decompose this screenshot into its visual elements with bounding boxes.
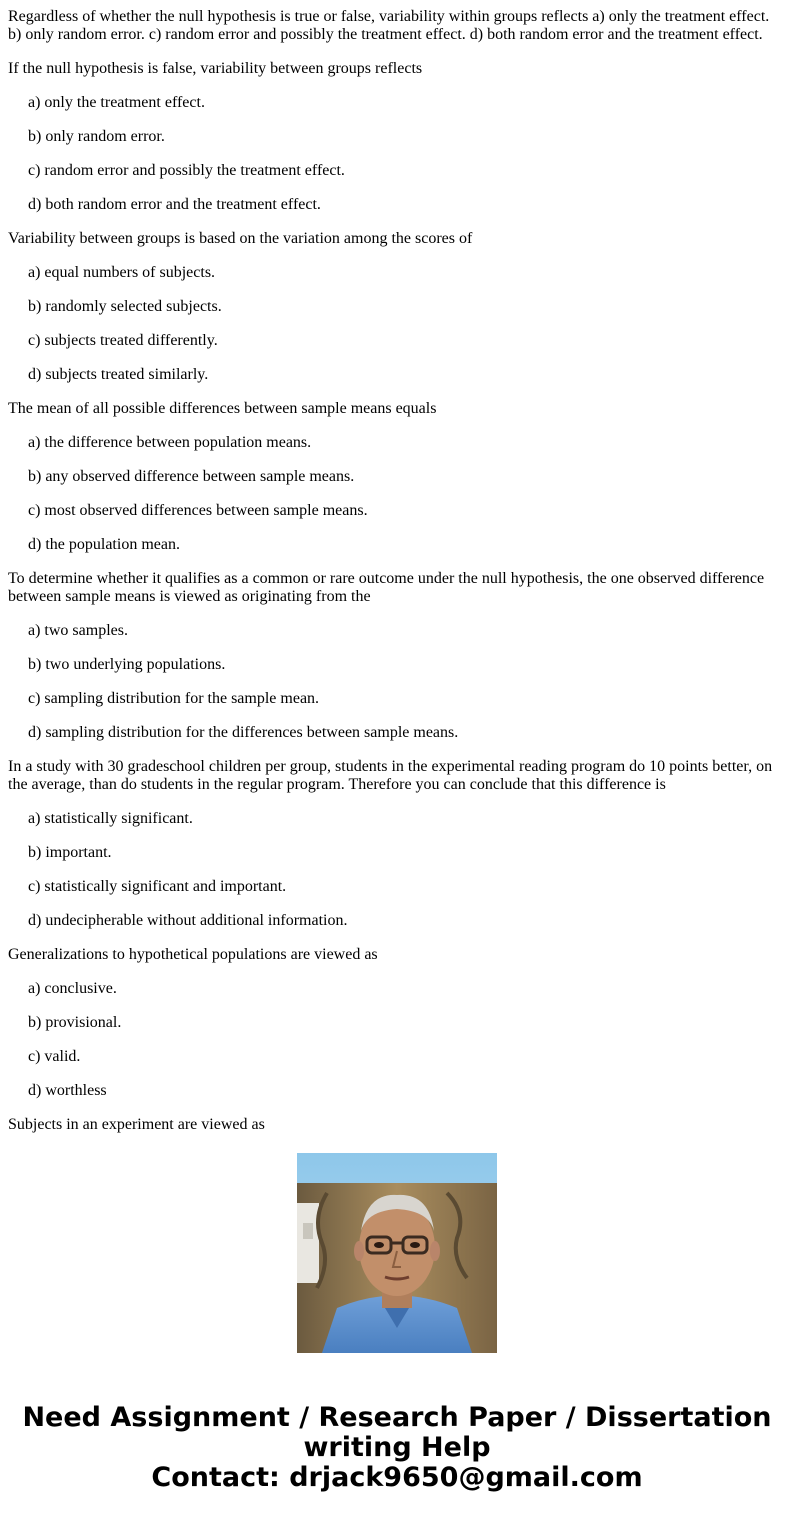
question-block [0, 400, 794, 554]
answer-option: a) the difference between population means. [28, 434, 312, 451]
question-stem: If the null hypothesis is false, variability between groups reflects [8, 60, 423, 77]
question-stem: Generalizations to hypothetical populations are viewed as [8, 946, 378, 963]
question-stem: The mean of all possible differences between sample means equals [8, 400, 437, 417]
answer-option: b) any observed difference between sample means. [28, 468, 355, 485]
question-stem: In a study with 30 gradeschool children per group, students in the experimental reading program do 10 points better, on the average, than do students in the regular program. Therefore you can conclude that this difference is [8, 758, 773, 793]
answer-option: d) the population mean. [28, 536, 180, 553]
answer-option: d) sampling distribution for the differences between sample means. [28, 724, 459, 741]
answer-option: d) worthless [28, 1082, 107, 1099]
question-stem: To determine whether it qualifies as a common or rare outcome under the null hypothesis, the one observed difference between sample means is viewed as originating from the [8, 570, 765, 605]
question-block [0, 946, 794, 1100]
answer-option: b) provisional. [28, 1014, 122, 1031]
answer-option: c) valid. [28, 1048, 81, 1065]
answer-option: d) undecipherable without additional information. [28, 912, 348, 929]
answer-option: b) only random error. [28, 128, 165, 145]
promo-headline: Need Assignment / Research Paper / Dissertation [22, 1402, 772, 1433]
answer-option: c) statistically significant and important. [28, 878, 287, 895]
answer-option: a) equal numbers of subjects. [28, 264, 216, 281]
answer-option: a) statistically significant. [28, 810, 193, 827]
question-stem: Variability between groups is based on the variation among the scores of [8, 230, 473, 247]
question-block [0, 60, 794, 214]
avatar-photo [297, 1153, 497, 1353]
question-stem: Subjects in an experiment are viewed as [8, 1116, 265, 1133]
answer-option: c) sampling distribution for the sample mean. [28, 690, 320, 707]
answer-option: d) both random error and the treatment effect. [28, 196, 321, 213]
question-stem: Regardless of whether the null hypothesis is true or false, variability within groups reflects a) only the treatment effect. b) only random error. c) random error and possibly the treatment effect. d) both random error and the treatment effect. [8, 8, 770, 43]
answer-option: c) random error and possibly the treatment effect. [28, 162, 345, 179]
answer-option: c) subjects treated differently. [28, 332, 218, 349]
promo-section [0, 1123, 794, 1523]
question-block [0, 8, 794, 44]
avatar [297, 1153, 497, 1353]
answer-option: c) most observed differences between sample means. [28, 502, 368, 519]
answer-option: a) only the treatment effect. [28, 94, 205, 111]
question-block [0, 758, 794, 930]
promo-subheadline: writing Help [303, 1432, 491, 1463]
answer-option: a) two samples. [28, 622, 128, 639]
promo-contact[interactable]: Contact: drjack9650@gmail.com [151, 1462, 643, 1493]
answer-option: a) conclusive. [28, 980, 117, 997]
question-block [0, 230, 794, 384]
answer-option: b) randomly selected subjects. [28, 298, 222, 315]
promo-text [0, 1403, 794, 1493]
answer-option: b) two underlying populations. [28, 656, 226, 673]
answer-option: b) important. [28, 844, 112, 861]
question-block [0, 570, 794, 742]
answer-option: d) subjects treated similarly. [28, 366, 209, 383]
